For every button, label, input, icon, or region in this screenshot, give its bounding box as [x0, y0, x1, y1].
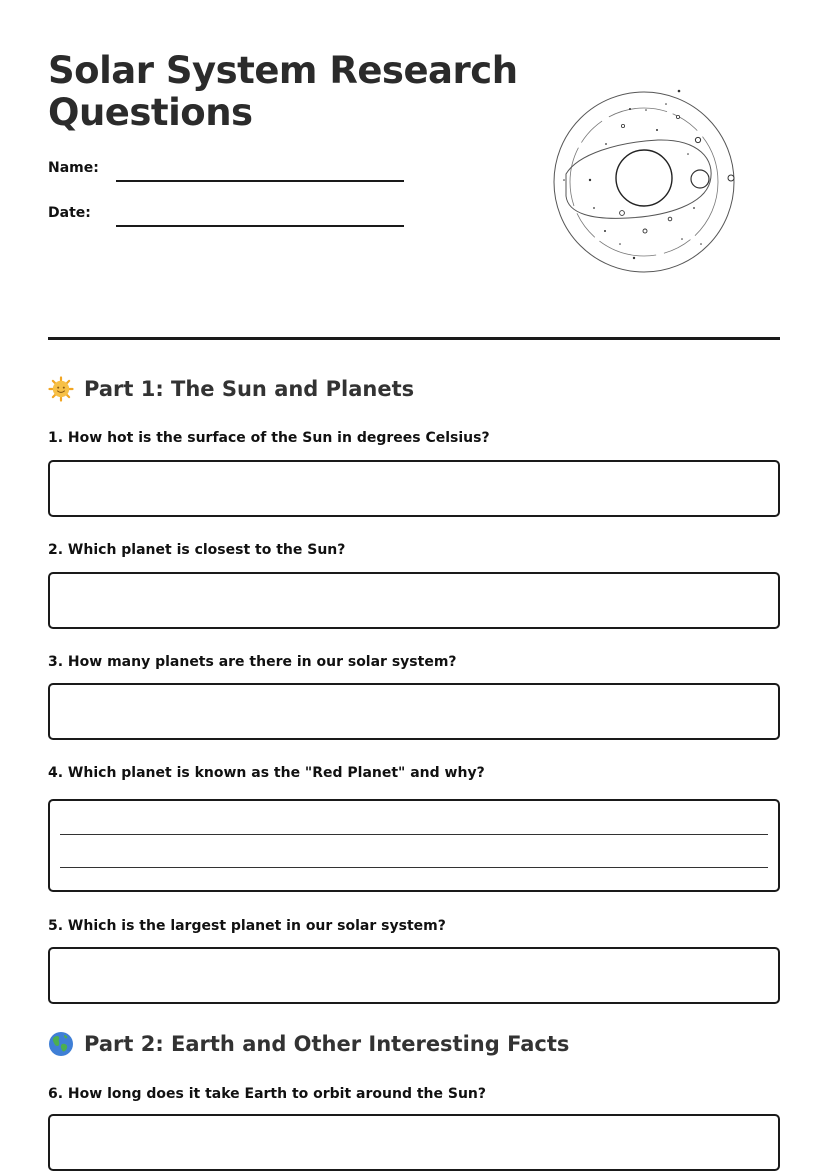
answer-box-4[interactable] — [48, 799, 780, 892]
worksheet-title: Solar System Research Questions — [48, 49, 518, 134]
sun-circle — [616, 150, 672, 206]
part1-title: Part 1: The Sun and Planets — [84, 377, 415, 401]
question-3: 3. How many planets are there in our solar system? — [48, 654, 457, 670]
orbit-marker — [676, 115, 679, 118]
planet-circle — [691, 170, 709, 188]
date-write-line[interactable] — [116, 225, 404, 227]
question-6: 6. How long does it take Earth to orbit around the Sun? — [48, 1086, 487, 1102]
name-label: Name: — [48, 160, 99, 176]
worksheet-page — [48, 0, 780, 1118]
part1-heading — [48, 376, 414, 402]
writing-line — [60, 867, 768, 868]
orbit-marker — [620, 211, 625, 216]
orbit-marker — [643, 229, 647, 233]
solar-system-illustration — [548, 84, 744, 280]
orbit-marker — [695, 137, 700, 142]
answer-box-5[interactable] — [48, 947, 780, 1004]
question-4: 4. Which planet is known as the "Red Planet" and why? — [48, 765, 485, 781]
question-2: 2. Which planet is closest to the Sun? — [48, 542, 346, 558]
date-label: Date: — [48, 205, 91, 221]
section-divider — [48, 337, 780, 340]
question-5: 5. Which is the largest planet in our solar system? — [48, 918, 446, 934]
answer-box-1[interactable] — [48, 460, 780, 517]
answer-box-6[interactable] — [48, 1114, 780, 1171]
orbit-marker — [621, 124, 624, 127]
orbit-marker — [668, 217, 672, 221]
question-1: 1. How hot is the surface of the Sun in degrees Celsius? — [48, 430, 490, 446]
part2-title: Part 2: Earth and Other Interesting Facts — [84, 1032, 570, 1056]
writing-line — [60, 834, 768, 835]
small-moon — [728, 175, 734, 181]
name-write-line[interactable] — [116, 180, 404, 182]
answer-box-3[interactable] — [48, 683, 780, 740]
part2-heading — [48, 1031, 569, 1057]
globe-emoji-icon — [48, 1031, 74, 1057]
sun-emoji-icon — [48, 376, 74, 402]
answer-box-2[interactable] — [48, 572, 780, 629]
